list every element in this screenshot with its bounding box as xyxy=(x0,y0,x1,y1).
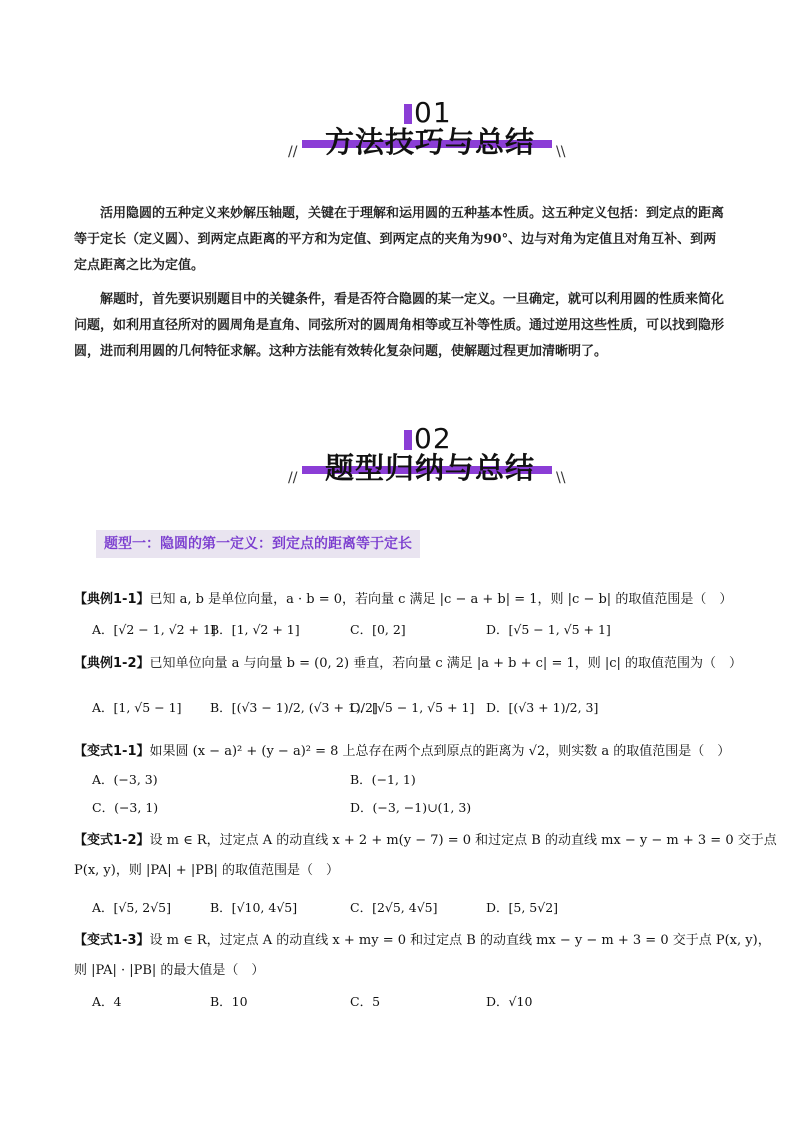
question-text: 设 m ∈ R，过定点 A 的动直线 x + 2 + m(y − 7) = 0 和过定点 B 的动直线 mx − y − m + 3 = 0 交于点 xyxy=(149,833,777,848)
question-text-continued: P(x, y)，则 |PA| + |PB| 的取值范围是（ ） xyxy=(74,863,340,878)
option-d: D．[√5 − 1, √5 + 1] xyxy=(486,622,611,637)
option-c: C．[√5 − 1, √5 + 1] xyxy=(350,700,475,715)
option-d: D．√10 xyxy=(486,994,533,1009)
slash-decoration-left: // xyxy=(288,144,298,160)
option-c: C．(−3, 1) xyxy=(92,800,159,815)
section-header-02 xyxy=(0,424,794,504)
section-accent-mark xyxy=(404,430,412,450)
option-c: C．[2√5, 4√5] xyxy=(350,900,438,915)
option-d: D．[(√3 + 1)/2, 3] xyxy=(486,700,599,715)
question-text: 已知单位向量 a 与向量 b = (0, 2) 垂直，若向量 c 满足 |a + b + c| = 1，则 |c| 的取值范围为（ ） xyxy=(149,656,743,671)
option-b: B．[(√3 − 1)/2, (√3 + 1)/2] xyxy=(210,700,378,715)
question-1-2 xyxy=(74,654,742,674)
option-c: C．[0, 2] xyxy=(350,622,406,637)
question-text: 设 m ∈ R，过定点 A 的动直线 x + my = 0 和过定点 B 的动直线 mx − y − m + 3 = 0 交于点 P(x, y)， xyxy=(149,933,771,948)
option-b: B．[√10, 4√5] xyxy=(210,900,298,915)
option-a: A．[√5, 2√5] xyxy=(92,900,172,915)
question-text-continued: 则 |PA| · |PB| 的最大值是（ ） xyxy=(74,963,265,978)
question-1-1 xyxy=(74,590,732,610)
question-label: 【典例1-1】 xyxy=(74,592,150,607)
option-a: A．[√2 − 1, √2 + 1] xyxy=(92,622,216,637)
question-variant-1-1 xyxy=(74,742,730,762)
section-accent-mark xyxy=(404,104,412,124)
section-title: 方法技巧与总结 xyxy=(324,125,535,159)
option-a: A．(−3, 3) xyxy=(92,772,158,787)
option-d: D．(−3, −1)∪(1, 3) xyxy=(350,800,472,815)
question-label: 【变式1-2】 xyxy=(74,833,150,848)
option-b: B．[1, √2 + 1] xyxy=(210,622,300,637)
intro-paragraph-1: 活用隐圆的五种定义来妙解压轴题，关键在于理解和运用圆的五种基本性质。这五种定义包括：到定点的距离等于定长（定义圆）、到两定点距离的平方和为定值、到两定点的夹角为90°、边与对角为定值且对角互补、到两定点距离之比为定值。 xyxy=(74,206,725,273)
option-b: B．10 xyxy=(210,994,248,1009)
slash-decoration-left: // xyxy=(288,470,298,486)
question-text: 如果圆 (x − a)² + (y − a)² = 8 上总存在两个点到原点的距离为 √2，则实数 a 的取值范围是（ ） xyxy=(149,744,731,759)
question-variant-1-2 xyxy=(74,831,777,851)
question-label: 【典例1-2】 xyxy=(74,656,150,671)
section-header-01 xyxy=(0,98,794,178)
section-title: 题型归纳与总结 xyxy=(324,451,535,485)
topic-tag: 题型一：隐圆的第一定义：到定点的距离等于定长 xyxy=(96,530,420,558)
question-label: 【变式1-3】 xyxy=(74,933,150,948)
option-b: B．(−1, 1) xyxy=(350,772,416,787)
section-number: 01 xyxy=(414,98,452,128)
option-c: C．5 xyxy=(350,994,381,1009)
section-number: 02 xyxy=(414,424,452,454)
slash-decoration-right: \\ xyxy=(556,144,566,160)
slash-decoration-right: \\ xyxy=(556,470,566,486)
option-a: A．[1, √5 − 1] xyxy=(92,700,182,715)
question-text: 已知 a, b 是单位向量，a · b = 0，若向量 c 满足 |c − a + b| = 1，则 |c − b| 的取值范围是（ ） xyxy=(149,592,733,607)
question-variant-1-3 xyxy=(74,931,771,951)
intro-paragraph-2: 解题时，首先要识别题目中的关键条件，看是否符合隐圆的某一定义。一旦确定，就可以利用圆的性质来简化问题，如利用直径所对的圆周角是直角、同弦所对的圆周角相等或互补等性质。通过逆用这些性质，可以找到隐形圆，进而利用圆的几何特征求解。这种方法能有效转化复杂问题，使解题过程更加清晰明了。 xyxy=(74,292,725,359)
question-label: 【变式1-1】 xyxy=(74,744,150,759)
option-a: A．4 xyxy=(92,994,122,1009)
option-d: D．[5, 5√2] xyxy=(486,900,559,915)
